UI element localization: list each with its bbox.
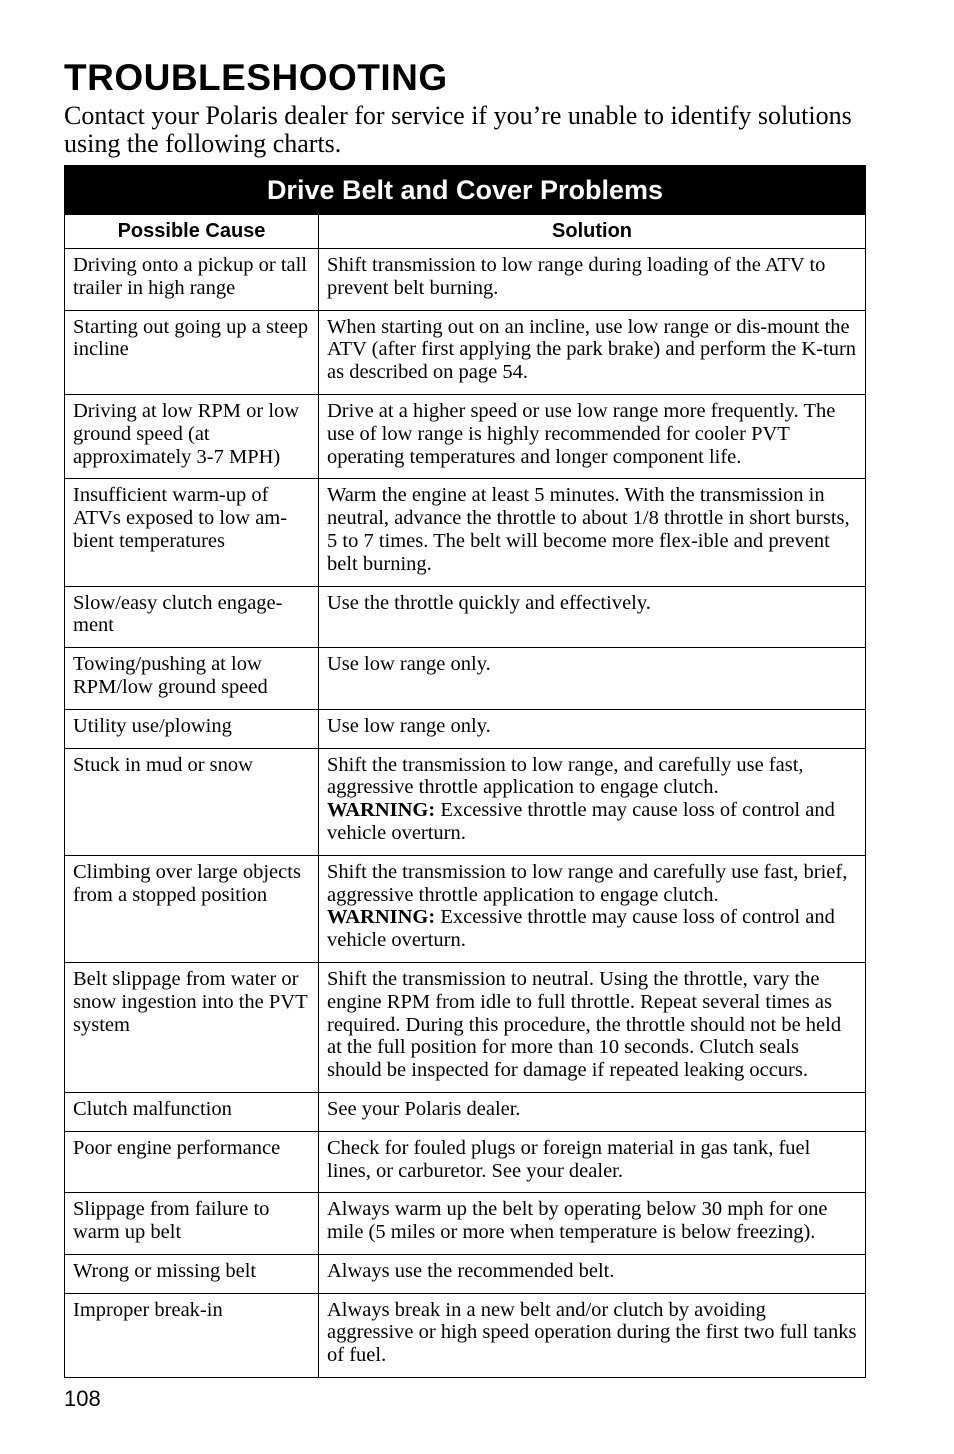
cause-cell: Slow/easy clutch engage-ment	[65, 586, 319, 648]
cause-cell: Poor engine performance	[65, 1131, 319, 1193]
solution-cell: Check for fouled plugs or foreign material in gas tank, fuel lines, or carburetor. See your dealer.	[319, 1131, 866, 1193]
table-row	[65, 648, 866, 710]
cause-cell: Belt slippage from water or snow ingestion into the PVT system	[65, 962, 319, 1092]
cause-cell: Starting out going up a steep incline	[65, 310, 319, 394]
cause-cell: Towing/pushing at low RPM/low ground speed	[65, 648, 319, 710]
table-row	[65, 310, 866, 394]
cause-cell: Stuck in mud or snow	[65, 748, 319, 855]
solution-cell: Always break in a new belt and/or clutch by avoiding aggressive or high speed operation during the first two full tanks of fuel.	[319, 1293, 866, 1377]
warning-text: Excessive throttle may cause loss of control and vehicle overturn.	[327, 906, 835, 952]
solution-cell	[319, 855, 866, 962]
cause-cell: Clutch malfunction	[65, 1092, 319, 1131]
intro-text: Contact your Polaris dealer for service if you’re unable to identify solutions using the following charts.	[64, 101, 852, 158]
solution-cell: See your Polaris dealer.	[319, 1092, 866, 1131]
cause-cell: Slippage from failure to warm up belt	[65, 1193, 319, 1255]
table-title: Drive Belt and Cover Problems	[65, 166, 866, 215]
table-row	[65, 479, 866, 586]
table-row	[65, 709, 866, 748]
table-row	[65, 1131, 866, 1193]
cause-cell: Climbing over large objects from a stopped position	[65, 855, 319, 962]
column-header-solution: Solution	[319, 215, 866, 249]
cause-cell: Wrong or missing belt	[65, 1254, 319, 1293]
table-row	[65, 855, 866, 962]
warning-label: WARNING:	[327, 906, 436, 929]
solution-cell: Always use the recommended belt.	[319, 1254, 866, 1293]
solution-cell: Warm the engine at least 5 minutes. With the transmission in neutral, advance the throttle to about 1/8 throttle in short bursts, 5 to 7 times. The belt will become more flex-ible and prevent belt burning.	[319, 479, 866, 586]
solution-cell: Shift transmission to low range during loading of the ATV to prevent belt burning.	[319, 249, 866, 311]
column-header-cause: Possible Cause	[65, 215, 319, 249]
solution-cell: Always warm up the belt by operating below 30 mph for one mile (5 miles or more when temperature is below freezing).	[319, 1193, 866, 1255]
cause-cell: Improper break-in	[65, 1293, 319, 1377]
solution-cell: Drive at a higher speed or use low range more frequently. The use of low range is highly recommended for cooler PVT operating temperatures and longer component life.	[319, 394, 866, 478]
solution-cell	[319, 748, 866, 855]
table-row	[65, 394, 866, 478]
table-row	[65, 748, 866, 855]
table-row	[65, 1254, 866, 1293]
solution-text: Shift the transmission to low range, and carefully use fast, aggressive throttle application to engage clutch.	[327, 753, 804, 799]
solution-cell: Use low range only.	[319, 709, 866, 748]
solution-cell: Use low range only.	[319, 648, 866, 710]
table-row	[65, 249, 866, 311]
cause-cell: Driving at low RPM or low ground speed (at approximately 3-7 MPH)	[65, 394, 319, 478]
page-title: TROUBLESHOOTING	[64, 57, 448, 98]
page-number: 108	[64, 1386, 101, 1411]
warning-text: Excessive throttle may cause loss of control and vehicle overturn.	[327, 799, 835, 844]
table-row	[65, 1092, 866, 1131]
cause-cell: Utility use/plowing	[65, 709, 319, 748]
table-row	[65, 962, 866, 1092]
solution-cell: Use the throttle quickly and effectively.	[319, 586, 866, 648]
solution-cell: Shift the transmission to neutral. Using the throttle, vary the engine RPM from idle to full throttle. Repeat several times as required. During this procedure, the throttle should not be held at the full position for more than 10 seconds. Clutch seals should be inspected for damage if repeated leaking occurs.	[319, 962, 866, 1092]
solution-cell: When starting out on an incline, use low range or dis-mount the ATV (after first applying the park brake) and perform the K-turn as described on page 54.	[319, 310, 866, 394]
cause-cell: Driving onto a pickup or tall trailer in high range	[65, 249, 319, 311]
solution-text: Shift the transmission to low range and carefully use fast, brief, aggressive throttle application to engage clutch.	[327, 860, 848, 906]
table-row	[65, 1193, 866, 1255]
warning-label: WARNING:	[327, 799, 436, 822]
table-row	[65, 586, 866, 648]
table-row	[65, 1293, 866, 1377]
cause-cell: Insufficient warm-up of ATVs exposed to low am-bient temperatures	[65, 479, 319, 586]
troubleshooting-table	[64, 165, 866, 1378]
